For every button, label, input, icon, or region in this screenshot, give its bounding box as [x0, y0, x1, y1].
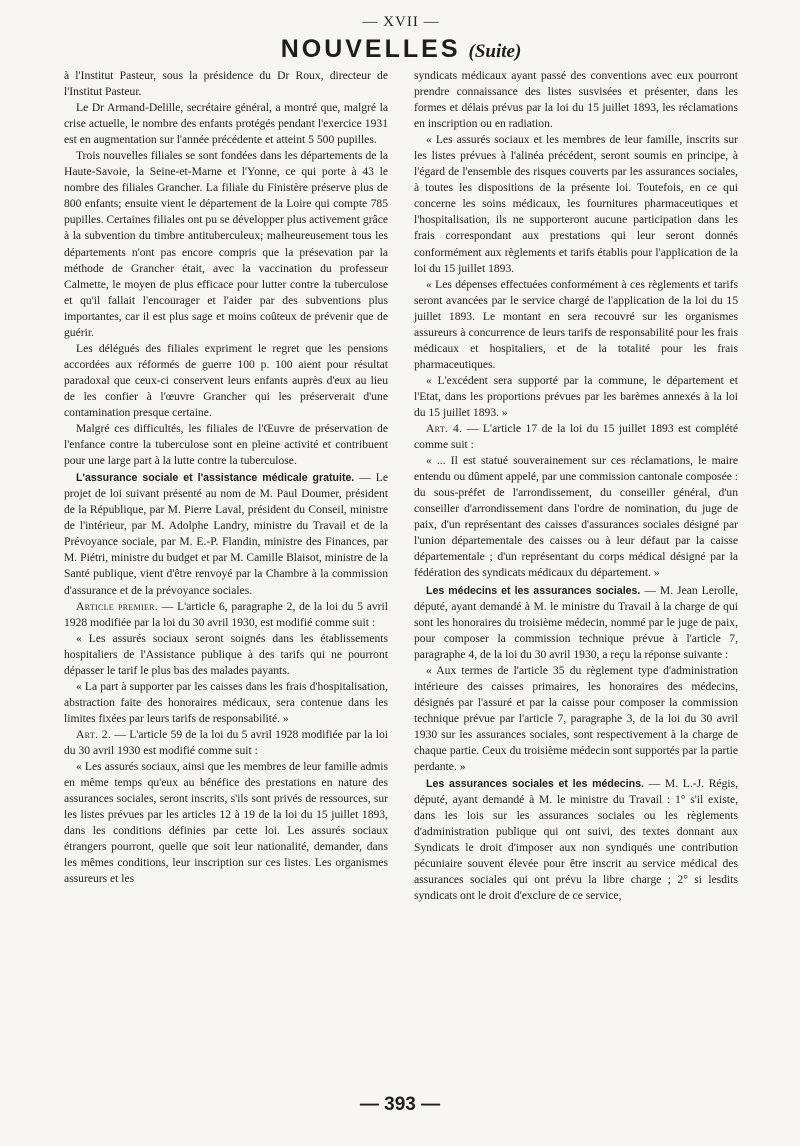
paragraph: « La part à supporter par les caisses dans les frais d'hospitalisation, abstraction faite des honoraires médicaux, sera contenue dans les limites fixées par leurs tarifs de responsabilité. »: [64, 679, 388, 725]
paragraph: « Les assurés sociaux, ainsi que les membres de leur famille admis en même temps qu'eux au bénéfice des prestations en nature des assurances sociales, seront inscrits, s'ils sont privés de ressources, sur les listes prévues par les articles 12 à 19 de la loi du 15 juillet 1893, dans les conditions définies par cette loi. Les assurés sociaux étrangers pourront, quelle que soit leur nationalité, demander, dans les mêmes conditions, leur inscription sur ces listes. Les organismes assureurs et les: [64, 760, 388, 886]
section-header: [64, 32, 738, 66]
article-heading: L'assurance sociale et l'assistance médicale gratuite.: [76, 472, 355, 485]
paragraph: à l'Institut Pasteur, sous la présidence du Dr Roux, directeur de l'Institut Pasteur.: [64, 69, 388, 99]
paragraph: Les délégués des filiales expriment le regret que les pensions accordées aux réformés de guerre 100 p. 100 aient pour résultat paradoxal que ceux-ci conservent leurs enfants auprès d'eux au lieu de les confier à l'œuvre Grancher qui les préserverait d'une contamination presque certaine.: [64, 341, 388, 419]
paragraph-text: — L'article 59 de la loi du 5 avril 1928 modifiée par la loi du 30 avril 1930 est modifié comme suit :: [64, 727, 388, 757]
paragraph-text: — Le projet de loi suivant présenté au nom de M. Paul Doumer, président de la République, par M. Pierre Laval, président du Conseil, ministre de l'intérieur, par M. Adolphe Landry, ministre du Travail et de la Prévoyance sociale, par M. E.-P. Flandin, ministre des Finances, par M. Piétri, ministre du budget et par M. Camille Blaisot, ministre de la Santé publique, vient d'être renvoyé par la Chambre à la commission d'assurance et de la prévoyance sociales.: [64, 471, 388, 597]
paragraph: [414, 776, 738, 904]
paragraph: « L'excédent sera supporté par la commune, le département et l'Etat, dans les proportions prévues par les barèmes annexés à la loi du 15 juillet 1893. »: [414, 373, 738, 419]
paragraph-text: — M. Jean Lerolle, député, ayant demandé à M. le ministre du Travail à la charge de qui sont les honoraires du troisième médecin, nommé par le juge de paix, pour composer la commission technique prévue à l'article 7, paragraphe 4, de la loi du 30 avril 1930, a reçu la réponse suivante :: [414, 583, 738, 661]
section-subtitle: (Suite): [468, 41, 522, 62]
paragraph: [64, 599, 388, 631]
paragraph: Le Dr Armand-Delille, secrétaire général, a montré que, malgré la crise actuelle, le nombre des enfants protégés pendant l'exercice 1931 est en augmentation sur l'année précédente et atteint 5 500 pupilles.: [64, 101, 388, 147]
paragraph: « Les dépenses effectuées conformément à ces règlements et tarifs seront avancées par le service chargé de l'application de la loi du 15 juillet 1893. Le montant en sera recouvré sur les organismes assureurs à concurrence de leurs tarifs de responsabilité pour les frais médicaux et hospitaliers, et de la totalité pour les frais pharmaceutiques.: [414, 277, 738, 371]
roman-page-number: — XVII —: [362, 14, 440, 30]
paragraph-text: — L'article 17 de la loi du 15 juillet 1893 est complété comme suit :: [414, 422, 738, 452]
paragraph: [414, 583, 738, 663]
article-heading: Les médecins et les assurances sociales.: [426, 584, 641, 597]
paragraph: [414, 421, 738, 453]
paragraph: « Aux termes de l'article 35 du règlement type d'administration intérieure des caisses primaires, les honoraires des médecins, désignés par l'assuré et par la caisse pour composer la commission technique prévue par l'article 7, paragraphe 3, de la loi du 30 avril 1930 sur les assurances sociales, sont respectivement à la charge de chaque partie. Ceux du troisième médecin sont supportés par la partie perdante. »: [414, 663, 738, 774]
page-number: — 393 —: [359, 1094, 441, 1115]
paragraph: Malgré ces difficultés, les filiales de l'Œuvre de préservation de l'enfance contre la tuberculose sont en pleine activité et contribuent pour une large part à la lutte contre la tuberculose.: [64, 422, 388, 468]
section-title: NOUVELLES: [280, 35, 461, 63]
paragraph: « Les assurés sociaux seront soignés dans les établissements hospitaliers de l'Assistance publique à des tarifs qui ne pourront dépasser le tarif le plus bas des malades payants.: [64, 631, 388, 677]
text-columns: [64, 68, 738, 904]
article-label: Article premier.: [76, 599, 159, 613]
paragraph: [64, 727, 388, 759]
paragraph: « Les assurés sociaux et les membres de leur famille, inscrits sur les listes prévues à l'alinéa précédent, seront soumis en principe, à l'égard de l'ensemble des risques couverts par les assurances sociales, à toutes les dispositions de la présente loi. Toutefois, en ce qui concerne les soins médicaux, les fournitures pharmaceutiques et l'hospitalisation, ils ne supporteront aucune participation dans les frais correspondant aux prestations qui leur seront donnés conformément aux règlements et tarifs établis pour l'application de la loi du 15 juillet 1893.: [414, 133, 738, 275]
left-column: [64, 68, 388, 904]
right-column: [414, 68, 738, 904]
article-heading: Les assurances sociales et les médecins.: [426, 778, 644, 791]
paragraph-text: — L'article 6, paragraphe 2, de la loi du 5 avril 1928 modifiée par la loi du 30 avril 1930, est modifié comme suit :: [64, 599, 388, 629]
paragraph: Trois nouvelles filiales se sont fondées dans les départements de la Haute-Savoie, la Seine-et-Marne et l'Yonne, ce qui porte à 43 le nombre des filiales Grancher. La filiale du Finistère préserve plus de 800 enfants; ensuite vient le département de la Loire qui compte 785 pupilles. Certaines filiales ont pu se développer plus activement grâce à la subvention du timbre antituberculeux; malheureusement tous les départements n'ont pas encore compris que la présevation par la méthode de Grancher était, avec la vaccination du professeur Calmette, le moyen de plus efficace pour lutter contre la tuberculose et qu'il fallait l'encourager et l'aider par des subventions plus importantes, car il est plus sage et moins coûteux de prévenir que de guérir.: [64, 149, 388, 339]
paragraph: syndicats médicaux ayant passé des conventions avec eux pourront prendre connaissance des listes susvisées et présenter, dans les formes et délais prévus par la loi du 15 juillet 1893, les réclamations en inscription ou en radiation.: [414, 69, 738, 131]
paragraph: « ... Il est statué souverainement sur ces réclamations, le maire entendu ou dûment appelé, par une commission cantonale composée : du sous-préfet de l'arrondissement, du conseiller général, d'un conseiller d'arrondissement dans l'ordre de nomination, du juge de paix, d'un représentant des caisses d'assurances sociales désigné par l'union départementale des caisses ou à leur défaut par la caisse départementale ; d'un représentant du corps médical désigné par la fédération des syndicats médicaux du département. »: [414, 454, 738, 580]
paragraph: [64, 470, 388, 598]
article-label: Art. 4.: [426, 422, 463, 436]
article-label: Art. 2.: [76, 727, 112, 741]
paragraph-text: — M. L.-J. Régis, député, ayant demandé à M. le ministre du Travail : 1° s'il existe, dans les lois sur les assurances sociales ou les règlements d'administration publique qui ont suivi, des textes donnant aux Syndicats le droit d'imposer aux non syndiqués une contribution pécuniaire souvent élevée pour être inscrit au service médical des assurances sociales qui ont prévu la libre charge ; 2° si lesdits syndicats ont le droit d'exclure de ce service,: [414, 777, 738, 903]
